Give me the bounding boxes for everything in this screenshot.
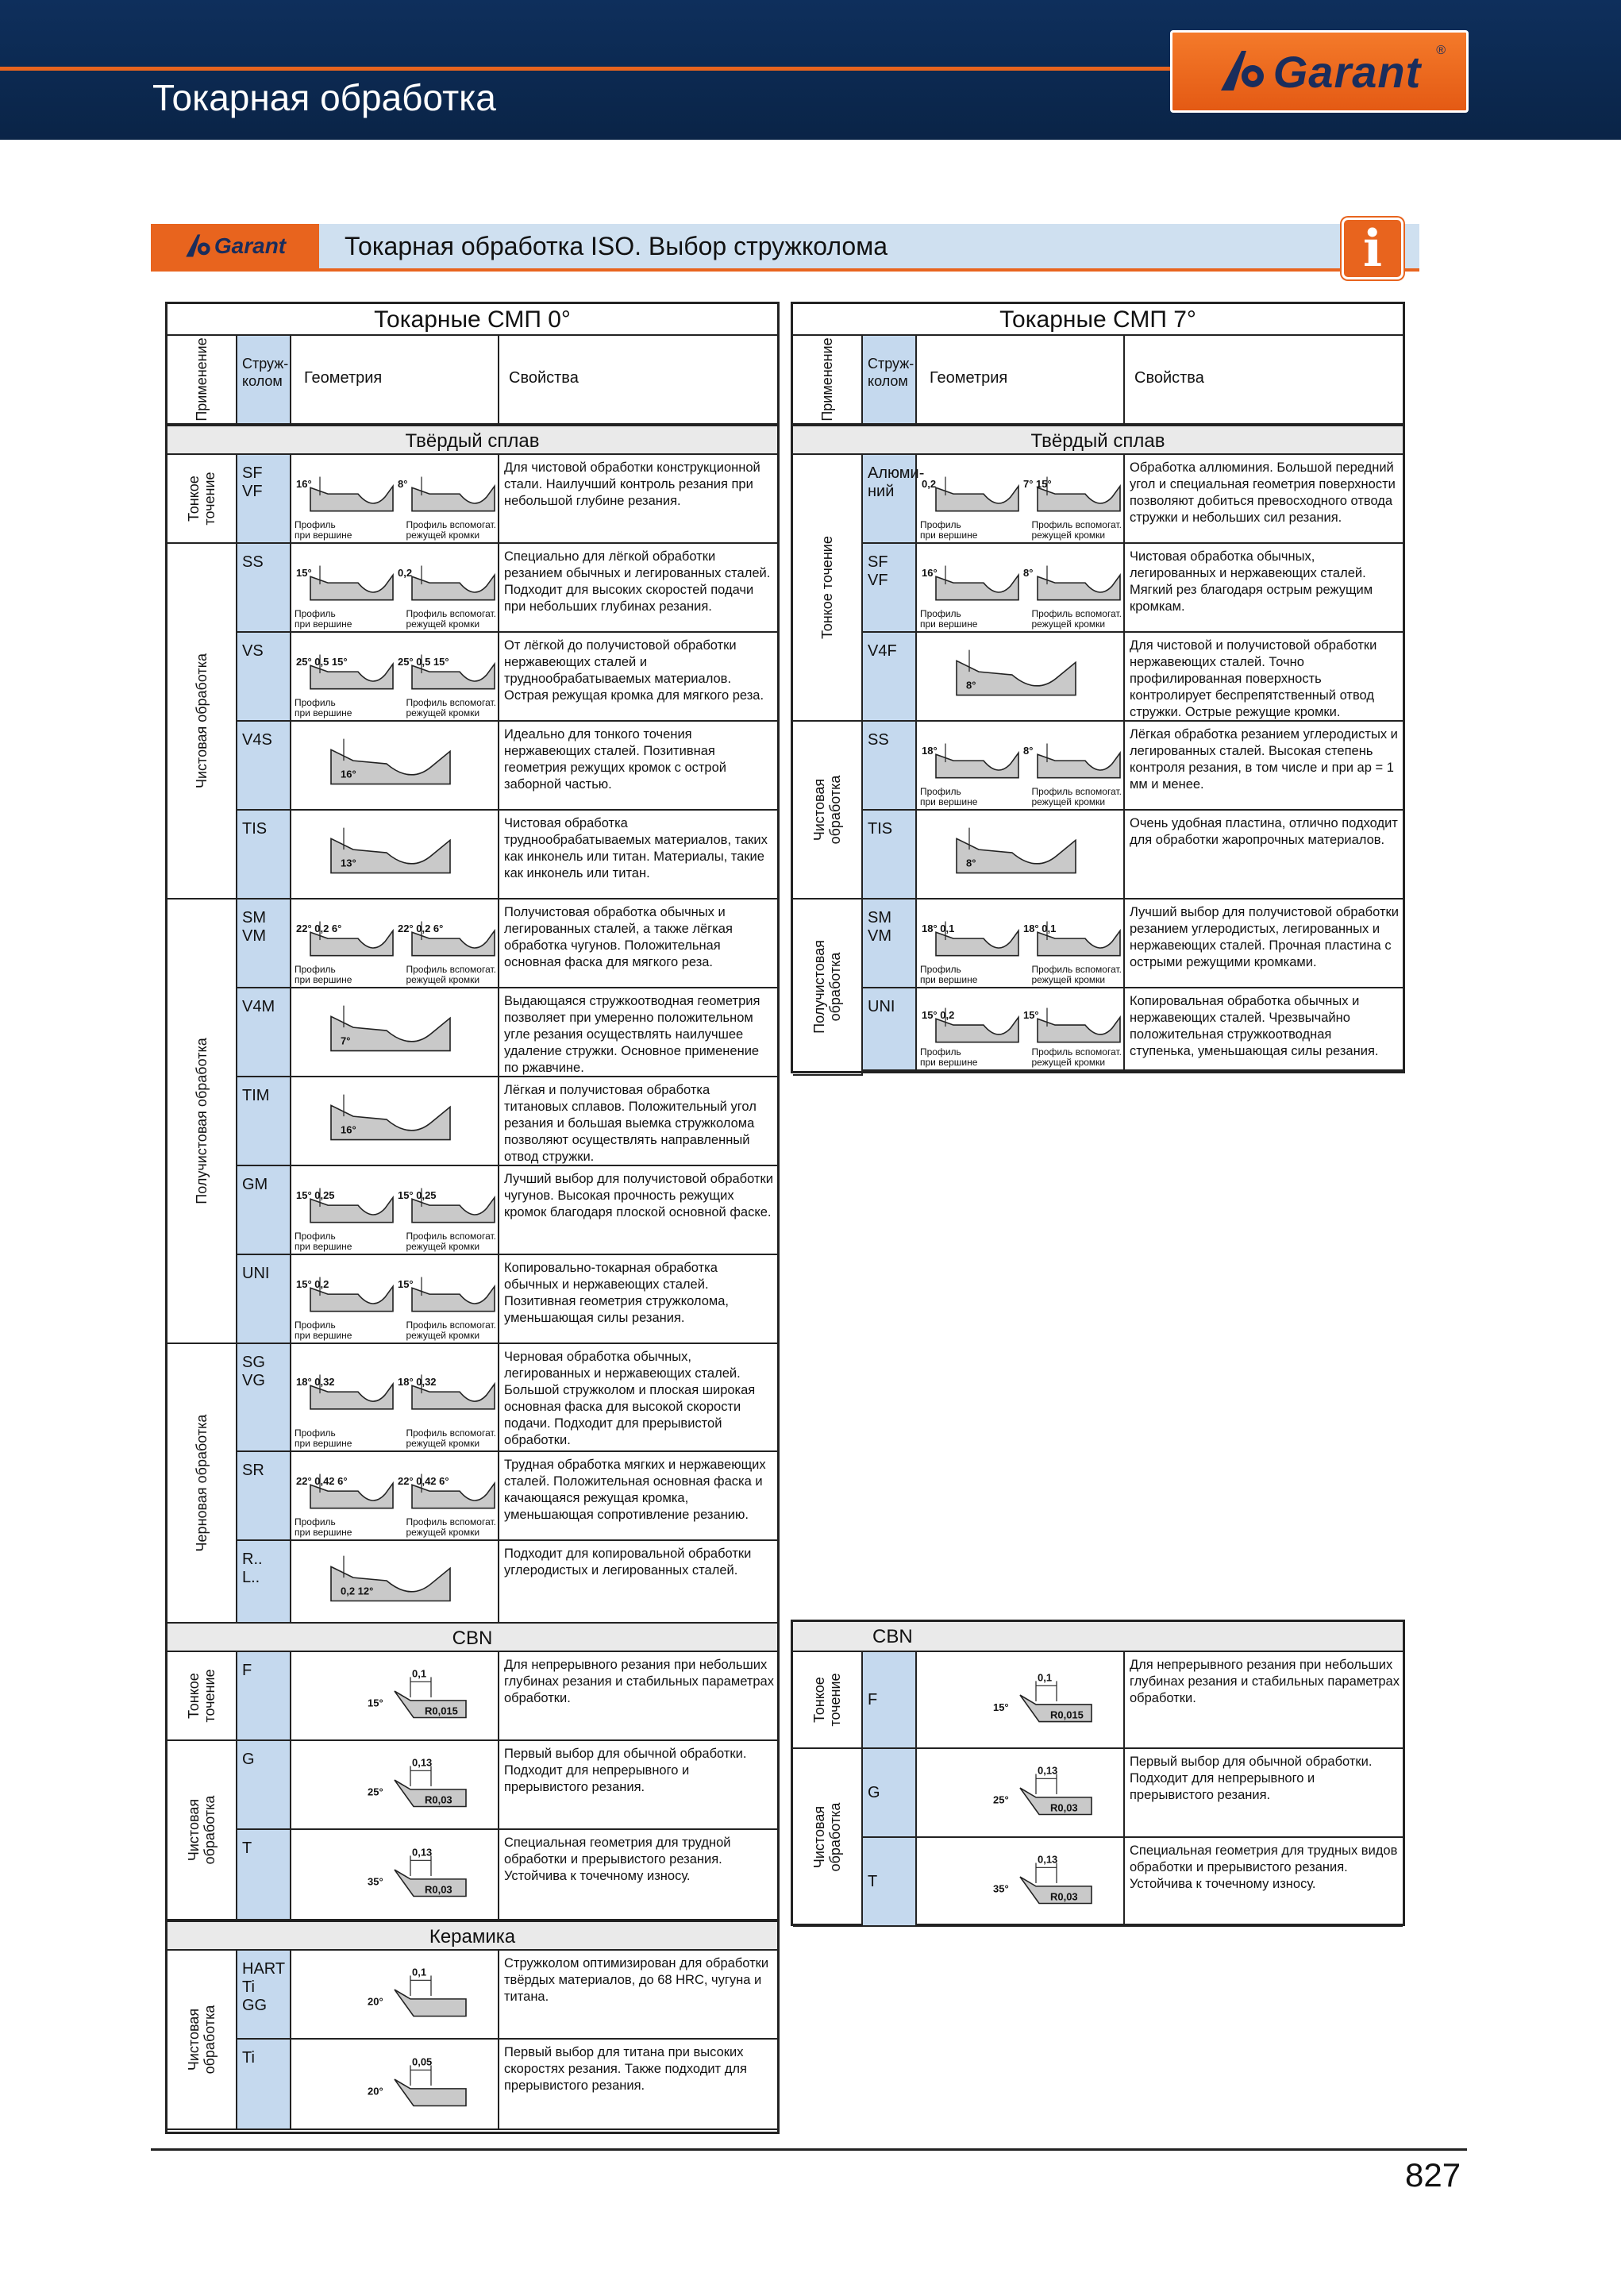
table-row <box>237 2040 777 2130</box>
svg-text:R0,03: R0,03 <box>425 1883 452 1896</box>
table-row <box>237 1951 777 2040</box>
svg-text:25°: 25° <box>993 1793 1009 1806</box>
col-properties: Свойства <box>1134 369 1204 387</box>
geometry-drawing <box>291 1452 499 1539</box>
section-title: Токарная обработка ISO. Выбор стружколома <box>345 232 888 260</box>
geometry-drawing <box>291 722 499 809</box>
svg-text:0,1: 0,1 <box>1038 1671 1053 1684</box>
geometry-drawing <box>291 811 499 898</box>
svg-text:25° 0,5 15°: 25° 0,5 15° <box>296 656 348 668</box>
application-group <box>167 1741 237 1920</box>
caption-tip-profile: Профиль при вершине <box>920 964 978 985</box>
caption-aux-profile: Профиль вспомогат. режущей кромки <box>406 1427 496 1449</box>
svg-text:16°: 16° <box>341 1123 356 1136</box>
application-label: Получистовая обработка <box>194 1038 210 1204</box>
svg-text:0,13: 0,13 <box>1038 1853 1058 1866</box>
application-label: Чистовая обработка <box>186 2005 218 2074</box>
svg-text:7°: 7° <box>341 1034 351 1047</box>
caption-tip-profile: Профиль при вершине <box>295 697 352 718</box>
chipbreaker-code: HART Ti GG <box>237 1951 291 2038</box>
application-group <box>793 1652 863 1749</box>
svg-text:18° 0,1: 18° 0,1 <box>922 923 955 935</box>
caption-aux-profile: Профиль вспомогат. режущей кромки <box>406 608 496 630</box>
svg-text:22° 0,2 6°: 22° 0,2 6° <box>296 923 342 935</box>
geometry-drawing <box>917 1838 1125 1925</box>
properties-text: Получистовая обработка обычных и легированных сталей, а также лёгкая обработка чугунов. Положительная основная фаска для мягкого реза. <box>504 905 733 969</box>
col-geometry: Геометрия <box>291 336 499 423</box>
section-cbn: CBN <box>167 1622 777 1652</box>
caption-tip-profile: Профиль при вершине <box>295 1427 352 1449</box>
caption-aux-profile: Профиль вспомогат. режущей кромки <box>406 519 496 541</box>
table-row <box>863 1749 1403 1838</box>
properties-text: Специально для лёгкой обработки резанием обычных и легированных сталей. Подходит для высоких скоростей подачи при небольших глубинах резания. <box>504 549 771 614</box>
properties-text: Идеально для тонкого точения нержавеющих сталей. Позитивная геометрия режущих кромок с острой заборной частью. <box>504 727 727 792</box>
table-row <box>237 544 777 633</box>
table-row <box>237 722 777 811</box>
properties-text: Первый выбор для обычной обработки. Подходит для непрерывного и прерывистого резания. <box>1130 1755 1373 1802</box>
caption-tip-profile: Профиль при вершине <box>295 1319 352 1341</box>
chipbreaker-code: SS <box>863 722 917 809</box>
properties-text: Выдающаяся стружкоотводная геометрия позволяет при умеренно положительном угле резания осуществлять наилучшее удаление стружки. Основное применение по ржавчине. <box>504 994 760 1075</box>
application-label: Чистовая обработка <box>811 775 843 845</box>
page-number: 827 <box>1405 2156 1461 2194</box>
table-row <box>863 633 1403 722</box>
svg-text:0,1: 0,1 <box>412 1966 427 1978</box>
svg-text:0,1: 0,1 <box>412 1667 427 1680</box>
caption-tip-profile: Профиль при вершине <box>295 1231 352 1252</box>
table-row <box>237 811 777 900</box>
table-row <box>237 988 777 1077</box>
chipbreaker-code: SF VF <box>237 455 291 542</box>
svg-text:R0,03: R0,03 <box>425 1793 452 1806</box>
profile-captions <box>920 1047 1122 1068</box>
application-group <box>793 900 863 1076</box>
svg-text:22° 0,42 6°: 22° 0,42 6° <box>296 1475 348 1488</box>
table-row <box>237 1652 777 1741</box>
profile-captions <box>295 609 496 630</box>
svg-text:0,13: 0,13 <box>1038 1764 1058 1777</box>
chipbreaker-code: Алюми- ний <box>863 455 917 542</box>
caption-tip-profile: Профиль при вершине <box>920 519 978 541</box>
svg-text:8°: 8° <box>1023 567 1034 580</box>
svg-text:18° 0,32: 18° 0,32 <box>398 1376 437 1389</box>
chipbreaker-code: TIS <box>863 811 917 898</box>
svg-text:22° 0,42 6°: 22° 0,42 6° <box>398 1475 449 1488</box>
caption-tip-profile: Профиль при вершине <box>295 1516 352 1538</box>
svg-text:15°: 15° <box>993 1701 1009 1713</box>
geometry-drawing <box>291 1951 499 2038</box>
table-row <box>237 1541 777 1624</box>
svg-text:R0,03: R0,03 <box>1050 1890 1078 1903</box>
caption-aux-profile: Профиль вспомогат. режущей кромки <box>406 1516 496 1538</box>
application-label: Черновая обработка <box>194 1414 210 1552</box>
table-row <box>863 1652 1403 1749</box>
caption-tip-profile: Профиль при вершине <box>295 608 352 630</box>
chipbreaker-code: SF VF <box>863 544 917 631</box>
caption-aux-profile: Профиль вспомогат. режущей кромки <box>1031 964 1122 985</box>
geometry-drawing <box>917 1652 1125 1747</box>
geometry-drawing <box>291 455 499 542</box>
col-geometry: Геометрия <box>917 336 1125 423</box>
chipbreaker-code: F <box>863 1652 917 1747</box>
properties-text: Копировальная обработка обычных и нержавеющих сталей. Чрезвычайно положительная стружкоотводная ступенька, уменьшающая силы резания. <box>1130 994 1379 1058</box>
table-row <box>863 900 1403 988</box>
caption-aux-profile: Профиль вспомогат. режущей кромки <box>406 697 496 718</box>
profile-captions <box>920 520 1122 541</box>
svg-text:20°: 20° <box>368 2085 383 2098</box>
table-row <box>863 1838 1403 1927</box>
column-header <box>167 336 777 425</box>
chipbreaker-code: G <box>863 1749 917 1836</box>
chipbreaker-code: GM <box>237 1166 291 1254</box>
col-chipbreaker: Струж- колом <box>237 336 291 423</box>
svg-text:15° 0,25: 15° 0,25 <box>398 1189 437 1202</box>
application-label: Тонкое точение <box>819 536 835 639</box>
svg-text:25°: 25° <box>368 1786 383 1798</box>
chipbreaker-code: SG VG <box>237 1344 291 1450</box>
properties-text: Трудная обработка мягких и нержавеющих сталей. Положительная основная фаска и качающаяся режущая кромка, уменьшающая сопротивление резанию. <box>504 1458 766 1522</box>
footer-line <box>151 2148 1467 2151</box>
svg-text:8°: 8° <box>966 679 976 691</box>
profile-captions <box>295 698 496 718</box>
properties-text: Подходит для копировальной обработки углеродистых и легированных сталей. <box>504 1547 752 1578</box>
profile-captions <box>295 1517 496 1538</box>
table-row <box>863 544 1403 633</box>
geometry-drawing <box>291 1166 499 1254</box>
properties-text: Лёгкая и получистовая обработка титановых сплавов. Положительный угол резания и большая выемка стружколома позволяют осуществлять направленный отвод стружки. <box>504 1083 757 1164</box>
profile-captions <box>295 1320 496 1341</box>
geometry-drawing <box>917 900 1125 987</box>
geometry-drawing <box>291 2040 499 2128</box>
application-group <box>793 455 863 722</box>
properties-text: Стружколом оптимизирован для обработки твёрдых материалов, до 68 HRC, чугуна и титана. <box>504 1956 769 2004</box>
properties-text: Чистовая обработка труднообрабатываемых материалов, таких как инконель или титан. Материалы, такие как инконель или титан. <box>504 816 768 880</box>
col-chipbreaker: Струж- колом <box>863 336 917 423</box>
chipbreaker-code: UNI <box>863 988 917 1069</box>
table-7-degree-cbn <box>791 1620 1405 1926</box>
geometry-drawing <box>291 544 499 631</box>
garant-logo-icon <box>1218 48 1269 95</box>
table-row <box>237 1344 777 1452</box>
table-0-degree <box>165 302 780 2134</box>
table-row <box>237 1166 777 1255</box>
geometry-drawing <box>917 811 1125 898</box>
geometry-drawing <box>291 900 499 987</box>
table-row <box>237 1452 777 1541</box>
application-label: Тонкое точение <box>186 472 218 526</box>
svg-text:15°: 15° <box>296 567 312 580</box>
properties-text: Лучший выбор для получистовой обработки резанием углеродистых, легированных и нержавеющих сталей. Прочная пластина с острыми режущими кромками. <box>1130 905 1399 969</box>
table-row <box>237 1255 777 1344</box>
logo-text: Garant <box>1273 46 1422 97</box>
table-row <box>237 1077 777 1166</box>
chipbreaker-code: T <box>237 1830 291 1919</box>
profile-captions <box>295 1428 496 1449</box>
properties-text: Лёгкая обработка резанием углеродистых и легированных сталей. Высокая степень контроля резания, в том числе и при ap = 1 мм и менее. <box>1130 727 1398 792</box>
geometry-drawing <box>291 988 499 1076</box>
caption-aux-profile: Профиль вспомогат. режущей кромки <box>406 1231 496 1252</box>
svg-text:R0,015: R0,015 <box>425 1705 458 1717</box>
svg-text:35°: 35° <box>993 1882 1009 1895</box>
properties-text: Специальная геометрия для трудных видов обработки и прерывистого резания. Устойчива к точечному износу. <box>1130 1843 1398 1891</box>
chipbreaker-code: F <box>237 1652 291 1739</box>
properties-text: Первый выбор для титана при высоких скоростях резания. Также подходит для прерывистого резания. <box>504 2045 747 2093</box>
svg-text:13°: 13° <box>341 857 356 869</box>
chipbreaker-code: V4S <box>237 722 291 809</box>
section-carbide: Твёрдый сплав <box>167 425 777 455</box>
section-ceramic: Керамика <box>167 1920 777 1951</box>
application-group <box>167 1344 237 1624</box>
caption-tip-profile: Профиль при вершине <box>920 1046 978 1068</box>
section-logo-text: Garant <box>214 233 287 258</box>
svg-text:0,2 12°: 0,2 12° <box>341 1585 374 1597</box>
profile-captions <box>295 1231 496 1252</box>
properties-text: Первый выбор для обычной обработки. Подходит для непрерывного и прерывистого резания. <box>504 1747 747 1794</box>
properties-text: Очень удобная пластина, отлично подходит для обработки жаропрочных материалов. <box>1130 816 1398 847</box>
chipbreaker-code: T <box>863 1838 917 1925</box>
table-title: Токарные СМП 0° <box>167 304 777 336</box>
svg-text:16°: 16° <box>341 768 356 780</box>
svg-text:35°: 35° <box>368 1875 383 1888</box>
application-group <box>793 722 863 900</box>
svg-text:0,13: 0,13 <box>412 1756 433 1769</box>
table-row <box>863 722 1403 811</box>
properties-text: Специальная геометрия для трудной обработки и прерывистого резания. Устойчива к точечному износу. <box>504 1836 731 1883</box>
section-cbn: CBN <box>793 1622 1403 1652</box>
svg-text:0,13: 0,13 <box>412 1846 433 1859</box>
chipbreaker-code: VS <box>237 633 291 720</box>
svg-text:16°: 16° <box>922 567 938 580</box>
properties-text: Копировально-токарная обработка обычных и нержавеющих сталей. Позитивная геометрия стружколома, уменьшающая силы резания. <box>504 1261 730 1325</box>
properties-text: Лучший выбор для получистовой обработки чугунов. Высокая прочность режущих кромок благодаря плоской основной фаске. <box>504 1172 773 1219</box>
caption-tip-profile: Профиль при вершине <box>920 786 978 807</box>
caption-aux-profile: Профиль вспомогат. режущей кромки <box>406 1319 496 1341</box>
section-band <box>151 218 1419 279</box>
application-label: Тонкое точение <box>186 1669 218 1723</box>
garant-small-logo-icon <box>184 233 213 260</box>
geometry-drawing <box>291 1344 499 1450</box>
table-row <box>237 900 777 988</box>
application-label: Тонкое точение <box>811 1673 843 1727</box>
svg-text:22° 0,2 6°: 22° 0,2 6° <box>398 923 444 935</box>
svg-text:15°: 15° <box>1023 1009 1039 1022</box>
section-carbide: Твёрдый сплав <box>793 425 1403 455</box>
application-group <box>167 900 237 1344</box>
caption-aux-profile: Профиль вспомогат. режущей кромки <box>1031 519 1122 541</box>
caption-tip-profile: Профиль при вершине <box>295 964 352 985</box>
svg-text:15° 0,25: 15° 0,25 <box>296 1189 335 1202</box>
table-row <box>237 633 777 722</box>
chipbreaker-code: SS <box>237 544 291 631</box>
svg-text:25° 0,5 15°: 25° 0,5 15° <box>398 656 449 668</box>
table-row <box>237 455 777 544</box>
table-title: Токарные СМП 7° <box>793 304 1403 336</box>
properties-text: Для чистовой обработки конструкционной стали. Наилучший контроль резания при небольшой глубине резания. <box>504 460 760 508</box>
application-label: Чистовая обработка <box>186 1795 218 1865</box>
properties-text: Чистовая обработка обычных, легированных и нержавеющих сталей. Мягкий рез благодаря острым режущим кромкам. <box>1130 549 1373 614</box>
properties-text: Для чистовой и получистовой обработки нержавеющих сталей. Точно профилированная поверхность контролирует беспрепятственный отвод стружки. Острые режущие кромки. <box>1130 638 1377 719</box>
application-label: Чистовая обработка <box>811 1802 843 1872</box>
page-title: Токарная обработка <box>152 77 496 118</box>
properties-text: От лёгкой до получистовой обработки нержавеющих сталей и труднообрабатываемых материалов. Острая режущая кромка для мягкого реза. <box>504 638 764 703</box>
svg-text:16°: 16° <box>296 478 312 491</box>
chipbreaker-code: TIM <box>237 1077 291 1165</box>
chipbreaker-code: SM VM <box>237 900 291 987</box>
chipbreaker-code: G <box>237 1741 291 1828</box>
header-accent-line <box>0 67 1175 71</box>
chipbreaker-code: V4M <box>237 988 291 1076</box>
application-group <box>167 455 237 544</box>
properties-text: Для непрерывного резания при небольших глубинах резания и стабильных параметрах обработки. <box>1130 1658 1400 1705</box>
svg-text:0,05: 0,05 <box>412 2055 433 2068</box>
table-row <box>863 455 1403 544</box>
geometry-drawing <box>291 1652 499 1739</box>
col-application: Применение <box>793 336 863 423</box>
svg-text:8°: 8° <box>1023 745 1034 757</box>
svg-text:0,2: 0,2 <box>398 567 413 580</box>
geometry-drawing <box>291 1541 499 1622</box>
svg-text:18° 0,1: 18° 0,1 <box>1023 923 1057 935</box>
svg-text:15°: 15° <box>368 1697 383 1709</box>
application-group <box>167 1652 237 1741</box>
properties-text: Обработка аллюминия. Большой передний угол и специальная геометрия поверхности позволяют добиться превосходного отвода стружки и небольших сил резания. <box>1130 460 1396 525</box>
chipbreaker-code: R.. L.. <box>237 1541 291 1622</box>
profile-captions <box>295 520 496 541</box>
info-icon[interactable]: i <box>1342 218 1403 279</box>
caption-aux-profile: Профиль вспомогат. режущей кромки <box>1031 608 1122 630</box>
geometry-drawing <box>291 1830 499 1919</box>
svg-text:R0,03: R0,03 <box>1050 1801 1078 1814</box>
table-row <box>237 1830 777 1920</box>
svg-text:15°: 15° <box>398 1278 414 1291</box>
geometry-drawing <box>291 1741 499 1828</box>
geometry-drawing <box>917 1749 1125 1836</box>
geometry-drawing <box>917 544 1125 631</box>
svg-text:0,2: 0,2 <box>922 478 937 491</box>
table-7-degree <box>791 302 1405 1073</box>
svg-text:15° 0,2: 15° 0,2 <box>296 1278 329 1291</box>
col-properties: Свойства <box>509 369 579 387</box>
profile-captions <box>920 965 1122 985</box>
svg-text:18°: 18° <box>922 745 938 757</box>
application-group <box>167 544 237 900</box>
chipbreaker-code: Ti <box>237 2040 291 2128</box>
svg-text:R0,015: R0,015 <box>1050 1709 1084 1721</box>
table-row <box>863 988 1403 1071</box>
geometry-drawing <box>917 988 1125 1069</box>
application-group <box>167 1951 237 2130</box>
geometry-drawing <box>291 633 499 720</box>
column-header <box>793 336 1403 425</box>
chipbreaker-code: SM VM <box>863 900 917 987</box>
chipbreaker-code: SR <box>237 1452 291 1539</box>
geometry-drawing <box>917 455 1125 542</box>
table-row <box>237 1741 777 1830</box>
application-label: Чистовая обработка <box>194 653 210 789</box>
caption-aux-profile: Профиль вспомогат. режущей кромки <box>406 964 496 985</box>
registered-mark: ® <box>1436 44 1446 57</box>
caption-aux-profile: Профиль вспомогат. режущей кромки <box>1031 1046 1122 1068</box>
geometry-drawing <box>917 722 1125 809</box>
table-row <box>863 811 1403 900</box>
geometry-drawing <box>291 1077 499 1165</box>
svg-text:20°: 20° <box>368 1995 383 2008</box>
section-logo <box>151 224 319 268</box>
caption-tip-profile: Профиль при вершине <box>295 519 352 541</box>
svg-text:7° 15°: 7° 15° <box>1023 478 1052 491</box>
col-application: Применение <box>167 336 237 423</box>
svg-text:18° 0,32: 18° 0,32 <box>296 1376 335 1389</box>
svg-text:15° 0,2: 15° 0,2 <box>922 1009 955 1022</box>
svg-text:8°: 8° <box>966 857 976 869</box>
caption-aux-profile: Профиль вспомогат. режущей кромки <box>1031 786 1122 807</box>
application-group <box>793 1749 863 1927</box>
garant-logo <box>1170 30 1469 113</box>
chipbreaker-code: UNI <box>237 1255 291 1343</box>
properties-text: Черновая обработка обычных, легированных и нержавеющих сталей. Большой стружколом и плоская широкая основная фаска для высокой скорости подачи. Подходит для прерывистой обработки. <box>504 1350 756 1447</box>
profile-captions <box>920 787 1122 807</box>
page-header <box>0 0 1621 140</box>
svg-text:8°: 8° <box>398 478 408 491</box>
geometry-drawing <box>291 1255 499 1343</box>
profile-captions <box>295 965 496 985</box>
properties-text: Для непрерывного резания при небольших глубинах резания и стабильных параметрах обработки. <box>504 1658 774 1705</box>
chipbreaker-code: V4F <box>863 633 917 720</box>
caption-tip-profile: Профиль при вершине <box>920 608 978 630</box>
profile-captions <box>920 609 1122 630</box>
application-label: Получистовая обработка <box>811 940 843 1034</box>
chipbreaker-code: TIS <box>237 811 291 898</box>
geometry-drawing <box>917 633 1125 720</box>
